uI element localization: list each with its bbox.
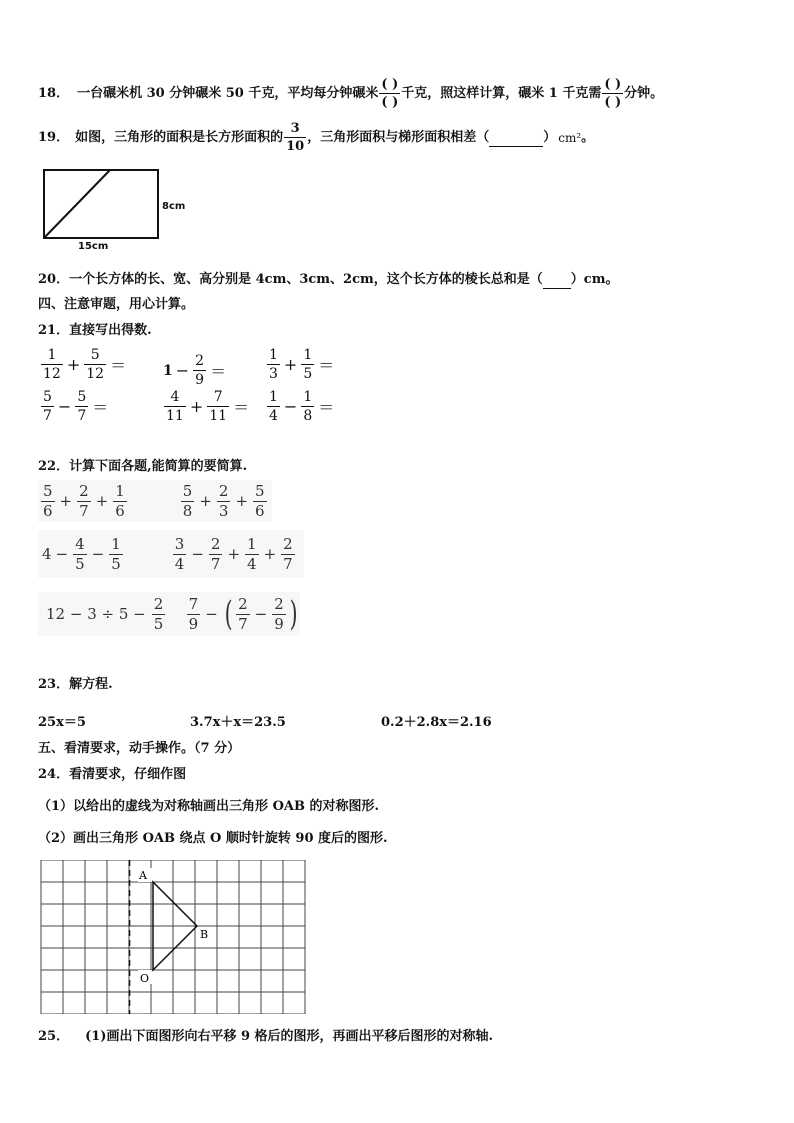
expression: $\frac{1}{4}$ − $\frac{1}{8}$ ＝ — [269, 389, 335, 424]
unit: cm² — [558, 130, 582, 145]
point-o-label: O — [140, 972, 150, 985]
question-22-title: 22．计算下面各题,能简算的要简算. — [38, 459, 248, 474]
rectangle-figure — [40, 166, 200, 258]
question-21-title: 21．直接写出得数. — [38, 323, 152, 338]
height-label: 8cm — [162, 201, 186, 212]
section-heading: 四、注意审题，用心计算。 — [38, 297, 195, 312]
answer-blank[interactable] — [543, 270, 571, 289]
fraction: $\frac{3}{10}$ — [286, 121, 305, 154]
question-18 — [38, 78, 663, 109]
question-24-title: 24．看清要求，仔细作图 — [38, 767, 187, 782]
question-23-title: 23．解方程. — [38, 677, 113, 692]
question-19: 19． 如图，三角形的面积是长方形面积的 $\frac{3}{10}$ ，三角形面积与梯形面积相差（ ） cm² 。 — [38, 121, 595, 154]
expression: $\frac{1}{3}$ + $\frac{1}{5}$ ＝ — [269, 347, 335, 382]
point-b-label: B — [200, 928, 209, 941]
equation: 25x＝5 — [38, 715, 86, 730]
expression: $\frac{1}{12}$ + $\frac{5}{12}$ ＝ — [43, 347, 127, 382]
blank-fraction: $\frac{( )}{( )}$ — [604, 77, 622, 110]
calc-expression: $\frac{5}{6}$ + $\frac{2}{7}$ + $\frac{1}{6}$ $\frac{5}{8}$ + $\frac{2}{3}$ + $\frac{5}{6}$ — [38, 480, 272, 522]
width-label: 15cm — [78, 241, 109, 252]
question-text: 如图，三角形的面积是长方形面积的 — [75, 129, 284, 145]
calc-expression: 12 − 3 ÷ 5 − $\frac{2}{5}$ $\frac{7}{9}$ − ( $\frac{2}{7}$ − $\frac{2}{9}$ ) — [38, 592, 300, 636]
expression: $\frac{4}{11}$ + $\frac{7}{11}$ ＝ — [166, 389, 250, 424]
section-heading: 五、看清要求，动手操作。（7 分） — [38, 741, 241, 756]
question-text: 一台碾米机 30 分钟碾米 50 千克，平均每分钟碾米 — [77, 85, 379, 101]
question-text: ，三角形面积与梯形面积相差（ — [307, 129, 490, 145]
point-a-label: A — [139, 869, 147, 882]
expression: 1 − $\frac{2}{9}$ ＝ — [163, 353, 227, 388]
question-number: 19． — [38, 129, 70, 145]
answer-blank[interactable] — [489, 128, 543, 147]
question-text: 20．一个长方体的长、宽、高分别是 4cm、3cm、2cm，这个长方体的棱长总和是（ — [38, 271, 543, 287]
blank-fraction: $\frac{( )}{( )}$ — [381, 77, 399, 110]
question-text: 千克，照这样计算，碾米 1 千克需 — [401, 85, 602, 101]
sub-question: （1）以给出的虚线为对称轴画出三角形 OAB 的对称图形. — [38, 799, 380, 814]
question-text: 分钟。 — [624, 85, 664, 101]
question-number: 18． — [38, 85, 70, 101]
calc-expression: 4 − $\frac{4}{5}$ − $\frac{1}{5}$ $\frac{3}{4}$ − $\frac{2}{7}$ + $\frac{1}{4}$ + $\frac{2}{7}$ — [38, 530, 304, 578]
question-number: 25． — [38, 1029, 70, 1044]
sub-question: （2）画出三角形 OAB 绕点 O 顺时针旋转 90 度后的图形. — [38, 831, 388, 846]
grid-lines — [41, 860, 305, 1014]
question-20: 20．一个长方体的长、宽、高分别是 4cm、3cm、2cm，这个长方体的棱长总和是（ ）cm。 — [38, 270, 618, 289]
expression: $\frac{5}{7}$ − $\frac{5}{7}$ ＝ — [43, 389, 109, 424]
drawing-grid[interactable] — [40, 860, 312, 1014]
equation: 3.7x＋x＝23.5 — [190, 715, 286, 730]
equation: 0.2＋2.8x＝2.16 — [381, 715, 492, 730]
question-text: (1)画出下面图形向右平移 9 格后的图形，再画出平移后图形的对称轴. — [85, 1029, 494, 1044]
question-25 — [38, 1028, 493, 1046]
